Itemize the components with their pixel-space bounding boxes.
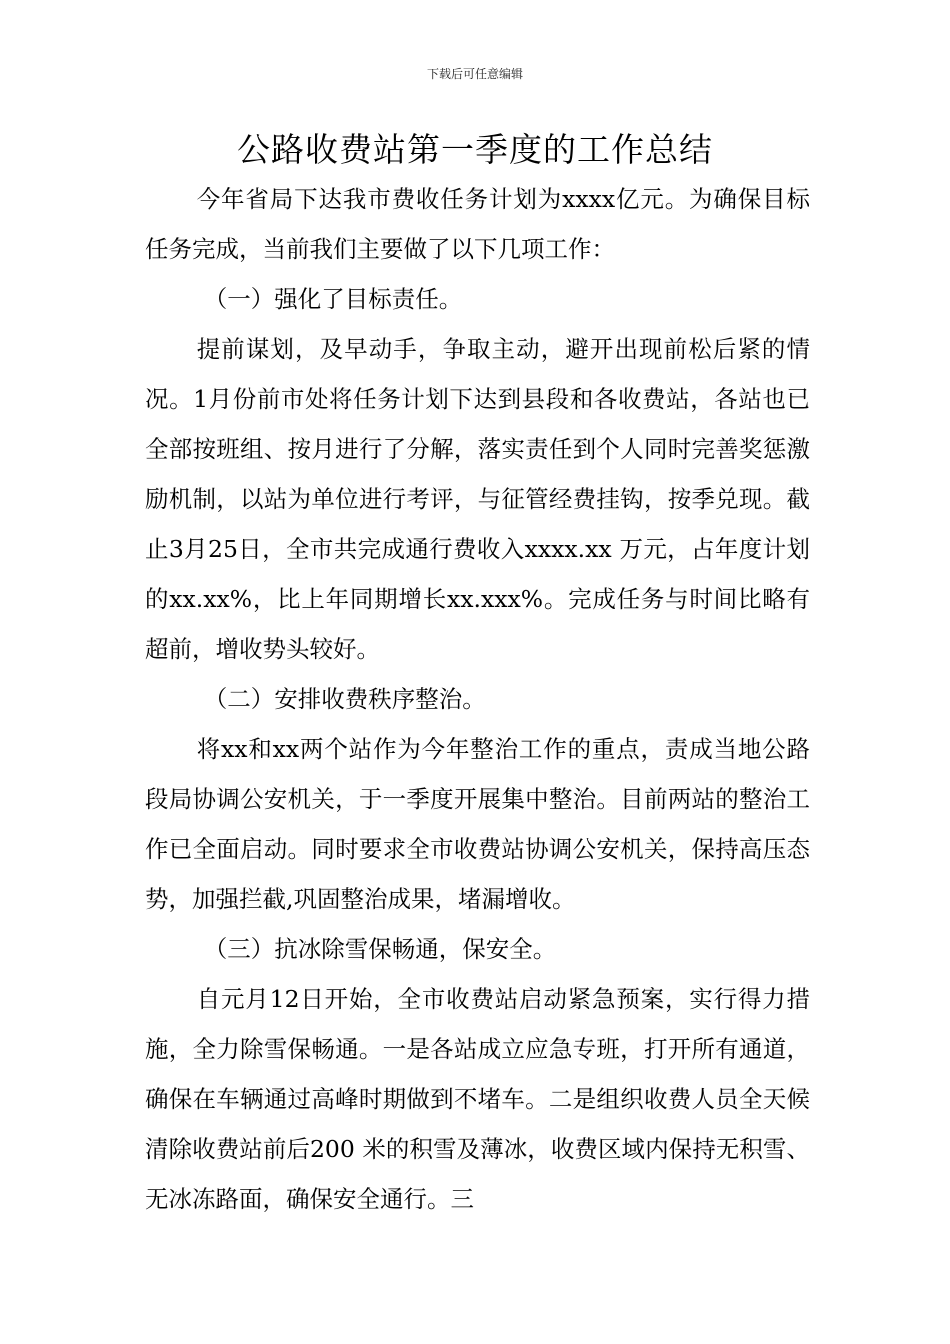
- paragraph-section-1: 提前谋划，及早动手，争取主动，避开出现前松后紧的情况。1月份前市处将任务计划下达到县段和各收费站，各站也已全部按班组、按月进行了分解，落实责任到个人同时完善奖惩激励机制，以站为单位进行考评，与征管经费挂钩，按季兑现。截止3月25日，全市共完成通行费收入xxxx.xx 万元，占年度计划的xx.xx%，比上年同期增长xx.xxx%。完成任务与时间比略有超前，增收势头较好。: [145, 335, 810, 663]
- page-header-note: 下载后可任意编辑: [426, 67, 523, 81]
- paragraph-intro: 今年省局下达我市费收任务计划为xxxx亿元。为确保目标任务完成，当前我们主要做了以下几项工作：: [145, 185, 810, 263]
- section-heading-2: （二）安排收费秩序整治。: [203, 685, 486, 713]
- paragraph-section-2: 将xx和xx两个站作为今年整治工作的重点，责成当地公路段局协调公安机关，于一季度开展集中整治。目前两站的整治工作已全面启动。同时要求全市收费站协调公安机关，保持高压态势，加强拦截,巩固整治成果，堵漏增收。: [145, 735, 810, 913]
- section-heading-1: （一）强化了目标责任。: [203, 285, 463, 313]
- document-title: 公路收费站第一季度的工作总结: [237, 130, 713, 169]
- paragraph-section-3: 自元月12日开始，全市收费站启动紧急预案，实行得力措施，全力除雪保畅通。一是各站成立应急专班，打开所有通道，确保在车辆通过高峰时期做到不堵车。二是组织收费人员全天候清除收费站前后200 米的积雪及薄冰，收费区域内保持无积雪、无冰冻路面，确保安全通行。三: [145, 985, 810, 1213]
- section-heading-3: （三）抗冰除雪保畅通，保安全。: [203, 935, 557, 963]
- document-body: [145, 174, 810, 1224]
